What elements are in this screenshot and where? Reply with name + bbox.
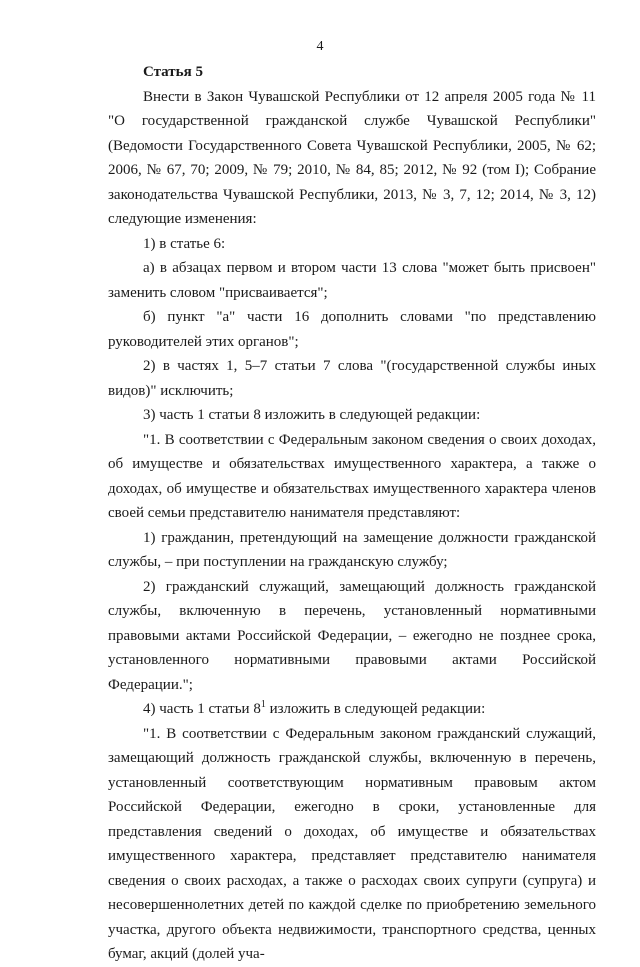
paragraph-intro: Внести в Закон Чувашской Республики от 12 апреля 2005 года № 11 "О государственной гражданской службе Чувашской Республики" (Ведомости Государственного Совета Чувашской Республики, 2005, № 62; 2006, № 67, 70; 2009, № 79; 2010, № 84, 85; 2012, № 92 (том I); Собрание законодательства Чувашской Республики, 2013, № 3, 7, 12; 2014, № 3, 12) следующие изменения: bbox=[108, 88, 596, 227]
paragraph-item-1b: б) пункт "а" части 16 дополнить словами "по представлению руководителей этих органов"; bbox=[108, 309, 596, 350]
paragraph-subitem-1: 1) гражданин, претендующий на замещение должности гражданской службы, – при поступлении на гражданскую службу; bbox=[108, 529, 596, 570]
paragraph-item-3: 3) часть 1 статьи 8 изложить в следующей редакции: bbox=[143, 407, 481, 423]
paragraph-subitem-2: 2) гражданский служащий, замещающий должность гражданской службы, включенную в перечень, установленный нормативными правовыми актами Российской Федерации, – ежегодно не позднее срока, установленного нормативными правовыми актами Российской Федерации."; bbox=[108, 578, 596, 693]
paragraph-item-4 bbox=[108, 697, 596, 722]
page-number: 4 bbox=[316, 39, 324, 54]
paragraph-quote-2: "1. В соответствии с Федеральным законом гражданский служащий, замещающий должность гражданской службы, включенную в перечень, установленный соответствующим нормативным правовым актом Российской Федерации, ежегодно в сроки, установленные для представления сведений о доходах, об имуществе и обязательствах имущественного характера, представляет представителю нанимателя сведения о своих расходах, а также о расходах своих супруги (супруга) и несовершеннолетних детей по каждой сделке по приобретению земельного участка, другого объекта недвижимости, транспортного средства, ценных бумаг, акций (долей уча- bbox=[108, 725, 596, 962]
article-heading: Статья 5 bbox=[143, 64, 203, 80]
paragraph-quote-1: "1. В соответствии с Федеральным законом сведения о своих доходах, об имуществе и обязательствах имущественного характера, а также о доходах, об имуществе и обязательствах имущественного характера членов своей семьи представителю нанимателя представляют: bbox=[108, 431, 596, 521]
paragraph-item-2: 2) в частях 1, 5–7 статьи 7 слова "(государственной службы иных видов)" исключить; bbox=[108, 358, 596, 399]
paragraph-item-1a: а) в абзацах первом и втором части 13 слова "может быть присвоен" заменить словом "присваивается"; bbox=[108, 260, 596, 301]
paragraph-item-1: 1) в статье 6: bbox=[143, 235, 226, 252]
item-4-text: 4) часть 1 статьи 8 bbox=[143, 701, 261, 717]
item-4-text-end: изложить в следующей редакции: bbox=[265, 701, 486, 717]
item-4-superscript: 1 bbox=[260, 699, 266, 710]
document-body bbox=[108, 60, 596, 967]
